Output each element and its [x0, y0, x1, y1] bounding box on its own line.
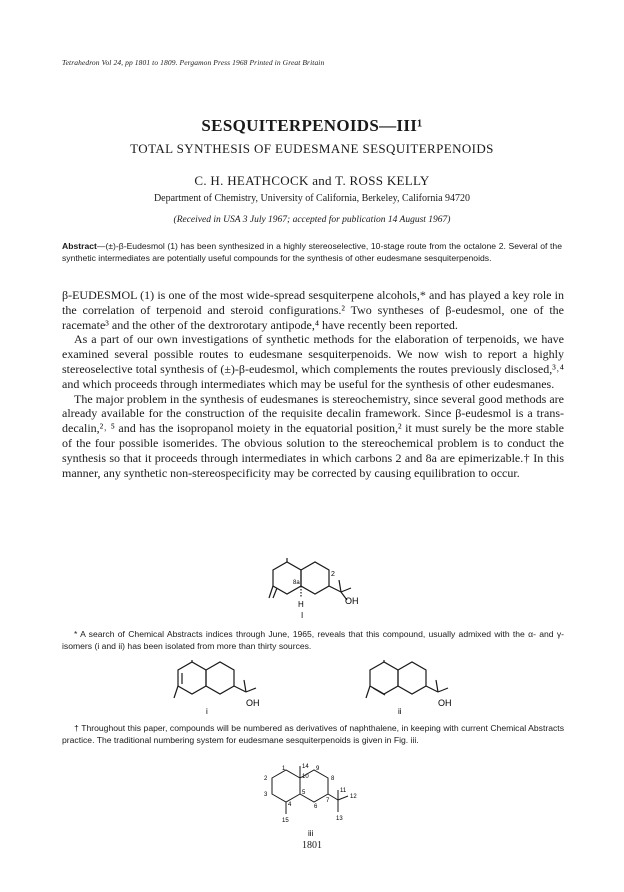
- footnote-dagger-text: † Throughout this paper, compounds will be numbered as derivatives of naphthalene, in keeping with current Chemical Abstracts practice. The traditional numbering system for eudesmane sesquiterpenoids is given in Fig. iii.: [62, 723, 564, 745]
- page-number: 1801: [302, 840, 322, 851]
- label-oh-ii: OH: [438, 698, 452, 708]
- label-8a: 8a: [293, 580, 300, 586]
- caption-iii: iii: [308, 829, 314, 838]
- footnote-star: [62, 628, 564, 652]
- authors: C. H. HEATHCOCK and T. ROSS KELLY: [194, 173, 430, 188]
- article-title: SESQUITERPENOIDS—III¹: [201, 116, 423, 135]
- num-10: 10: [302, 774, 309, 780]
- structure-1-eudesmol: [255, 558, 365, 630]
- caption-i: i: [206, 707, 208, 716]
- num-2: 2: [264, 776, 268, 782]
- abstract-label: Abstract: [62, 241, 97, 251]
- num-11: 11: [340, 788, 347, 794]
- paragraph-3: The major problem in the synthesis of eudesmanes is stereochemistry, since several good methods are already available for the construction of the requisite decalin framework. Since β-eudesmol is a trans-decalin,²˒ ⁵ and has the isopropanol moiety in the equatorial position,² it must surely be the more stable of the four possible isomerides. The obvious solution to the stereochemical problem is to conduct the synthesis so that it proceeds through intermediates in which carbons 2 and 8a are epimerizable.† In this manner, any synthetic non-stereospecificity may be corrected by causing equilibration to occur.: [62, 391, 564, 480]
- label-h: H: [298, 600, 304, 609]
- caption-1: I: [301, 611, 304, 620]
- num-9: 9: [316, 766, 320, 772]
- footnote-dagger: [62, 722, 564, 746]
- paragraph-2: As a part of our own investigations of synthetic methods for the elaboration of terpenoids, we have examined several possible routes to eudesmane sesquiterpenoids. We now wish to report a highly stereoselective total synthesis of (±)-β-eudesmol, which complements the routes previously disclosed,³˒⁴ and which proceeds through intermediates which may be useful for the synthesis of other eudesmanes.: [62, 332, 564, 391]
- num-12: 12: [350, 794, 357, 800]
- num-8: 8: [331, 776, 335, 782]
- paragraph-1: β-EUDESMOL (1) is one of the most wide-spread sesquiterpene alcohols,* and has played a key role in the correlation of terpenoid and steroid configurations.² Two syntheses of β-eudesmol, one of the racemate³ and the other of the dextrorotary antipode,⁴ have recently been reported.: [62, 288, 564, 332]
- label-oh: OH: [345, 596, 359, 606]
- label-oh-i: OH: [246, 698, 260, 708]
- affiliation: Department of Chemistry, University of California, Berkeley, California 94720: [153, 193, 471, 204]
- footnote-star-text: * A search of Chemical Abstracts indices through June, 1965, reveals that this compound, usually admixed with the α- and γ-isomers (i and ii) has been isolated from more than thirty sources.: [62, 629, 564, 651]
- num-7: 7: [326, 798, 330, 804]
- num-14: 14: [302, 764, 309, 770]
- abstract-text: —(±)-β-Eudesmol (1) has been synthesized in a highly stereoselective, 10-stage route from the octalone 2. Several of the synthetic intermediates are potentially useful compounds for the synthesis of other eudesmane sesquiterpenoids.: [62, 241, 562, 263]
- num-6: 6: [314, 804, 318, 810]
- num-13: 13: [336, 816, 343, 822]
- article-subtitle: TOTAL SYNTHESIS OF EUDESMANE SESQUITERPENOIDS: [130, 141, 494, 156]
- caption-ii: ii: [398, 707, 402, 716]
- label-2: 2: [331, 571, 335, 578]
- body-text: [62, 288, 564, 480]
- num-5: 5: [302, 790, 306, 796]
- structure-i: [166, 660, 276, 716]
- num-3: 3: [264, 792, 268, 798]
- structure-ii: [358, 660, 468, 716]
- num-15: 15: [282, 818, 289, 824]
- num-4: 4: [288, 802, 292, 808]
- abstract: [62, 240, 562, 264]
- received-dates: (Received in USA 3 July 1967; accepted for publication 14 August 1967): [173, 215, 451, 225]
- structure-iii-numbering: [252, 762, 372, 842]
- journal-header: Tetrahedron Vol 24, pp 1801 to 1809. Pergamon Press 1968 Printed in Great Britain: [62, 58, 325, 67]
- num-1: 1: [282, 766, 286, 772]
